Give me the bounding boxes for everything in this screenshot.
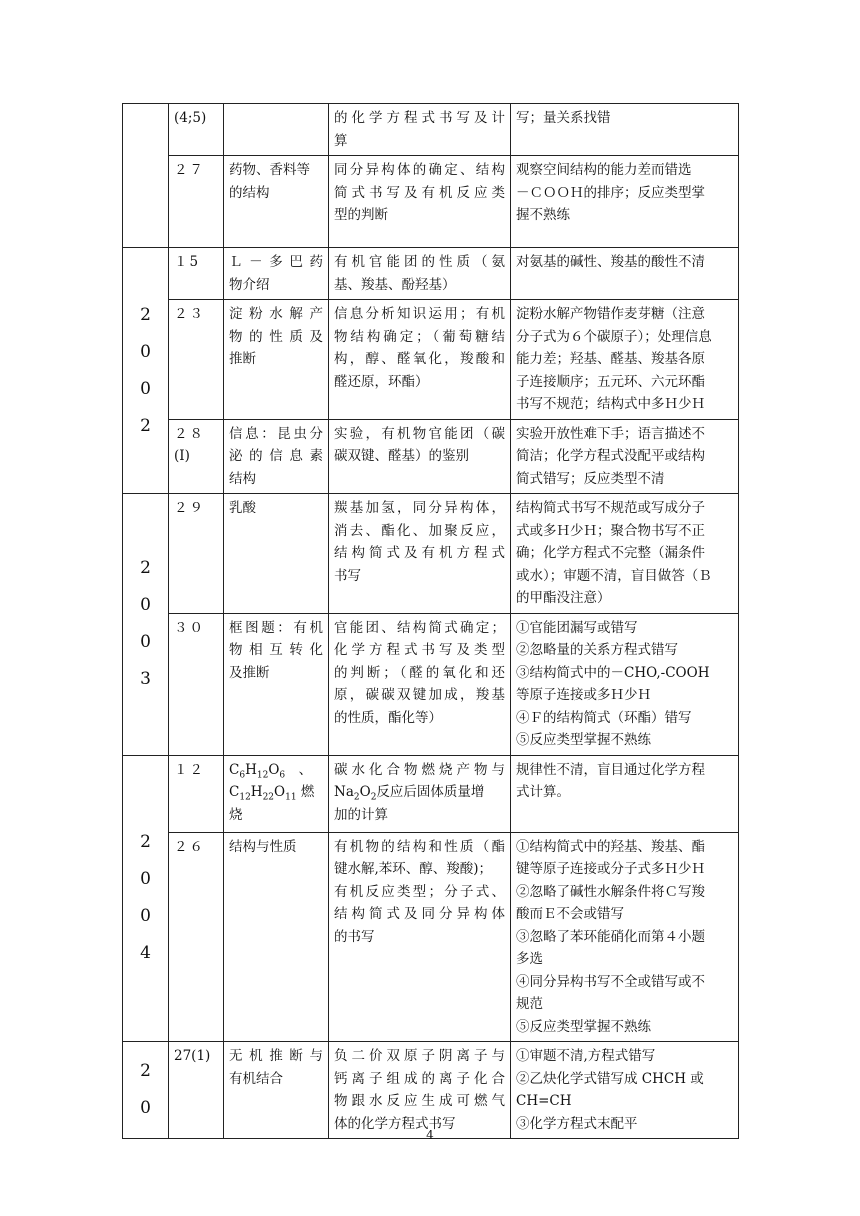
content-cell: 的化学方程式书写及计 算 xyxy=(329,104,511,156)
error-cell: ①结构简式中的羟基、羧基、酯 键等原子连接或分子式多Ｈ少Ｈ ②忽略了碱性水解条件将Ｃ写羧 酸而Ｅ不会或错写 ③忽略了苯环能硝化而第４小题 多选 ④同分异构书写不全或错写或不 规范 ⑤反应类型掌握不熟练 xyxy=(511,832,739,1042)
error-cell: 写；量关系找错 xyxy=(511,104,739,156)
question-number: ２６ xyxy=(169,832,224,1042)
content-cell: 有机物的结构和性质（酯 键水解,苯环、醇、羧酸)； 有机反应类型；分子式、 结构简式及同分异构体 的书写 xyxy=(329,832,511,1042)
year-cell-2004: 2 0 0 4 xyxy=(123,755,169,1042)
error-cell: 对氨基的碱性、羧基的酸性不清 xyxy=(511,248,739,300)
table-row xyxy=(123,419,739,494)
question-number: ２７ xyxy=(169,156,224,248)
content-cell: 有机官能团的性质（氨 基、羧基、酚羟基） xyxy=(329,248,511,300)
table-row xyxy=(123,494,739,614)
table-row xyxy=(123,300,739,420)
table-row xyxy=(123,104,739,156)
table-row xyxy=(123,613,739,755)
formula-line: $C_6H_{12}O_6$ 、 xyxy=(229,761,313,781)
topic-cell: 框图题：有机 物相互转化 及推断 xyxy=(224,613,329,755)
page-number: 4 xyxy=(426,1128,434,1142)
topic-cell: Ｌ－多巴药 物介绍 xyxy=(224,248,329,300)
year-cell-2002: 2 0 0 2 xyxy=(123,248,169,494)
year-cell-2005: 2 0 xyxy=(123,1042,169,1139)
question-number: １２ xyxy=(169,755,224,832)
content-cell: 羰基加氢，同分异构体， 消去、酯化、加聚反应， 结构简式及有机方程式 书写 xyxy=(329,494,511,614)
topic-cell: 淀粉水解产 物的性质及 推断 xyxy=(224,300,329,420)
table-row xyxy=(123,755,739,832)
question-number: 27(1) xyxy=(169,1042,224,1139)
topic-cell xyxy=(224,104,329,156)
content-cell: 官能团、结构简式确定； 化学方程式书写及类型 的判断；（醛的氧化和还 原，碳碳双键加成，羧基 的性质，酯化等） xyxy=(329,613,511,755)
topic-cell: 信息：昆虫分 泌的信息素 结构 xyxy=(224,419,329,494)
content-cell: 负二价双原子阴离子与 钙离子组成的离子化合 物跟水反应生成可燃气 体的化学方程式书写 xyxy=(329,1042,511,1139)
error-cell: 观察空间结构的能力差而错选 －ＣＯＯＨ的排序；反应类型掌 握不熟练 xyxy=(511,156,739,248)
error-cell: 淀粉水解产物错作麦芽糖（注意 分子式为６个碳原子）；处理信息 能力差；羟基、醛基、羧基各原 子连接顺序；五元环、六元环酯 书写不规范；结构式中多Ｈ少Ｈ xyxy=(511,300,739,420)
question-number: ２９ xyxy=(169,494,224,614)
error-analysis-table xyxy=(122,103,739,1139)
content-cell: 信息分析知识运用；有机 物结构确定；（葡萄糖结 构，醇、醛氧化，羧酸和 醛还原，环酯） xyxy=(329,300,511,420)
content-cell: 碳水化合物燃烧产物与 $Na_2O_2$反应后固体质量增 加的计算 xyxy=(329,755,511,832)
error-cell: ①官能团漏写或错写 ②忽略量的关系方程式错写 ③结构简式中的－CHO,-COOH 等原子连接或多Ｈ少Ｈ ④Ｆ的结构简式（环酯）错写 ⑤反应类型掌握不熟练 xyxy=(511,613,739,755)
topic-cell: 药物、香料等 的结构 xyxy=(224,156,329,248)
table-row xyxy=(123,832,739,1042)
topic-cell: $C_6H_{12}O_6$ 、 $C_{12}H_{22}O_{11}$ 燃 烧 xyxy=(224,755,329,832)
content-cell: 同分异构体的确定、结构 简式书写及有机反应类 型的判断 xyxy=(329,156,511,248)
year-cell-2003: 2 0 0 3 xyxy=(123,494,169,756)
formula-line: $C_{12}H_{22}O_{11}$ 燃 xyxy=(229,784,315,803)
error-cell: 实验开放性难下手；语言描述不 简洁；化学方程式没配平或结构 简式错写；反应类型不清 xyxy=(511,419,739,494)
content-cell: 实验，有机物官能团（碳 碳双键、醛基）的鉴别 xyxy=(329,419,511,494)
topic-cell: 结构与性质 xyxy=(224,832,329,1042)
error-cell: ①审题不清,方程式错写 ②乙炔化学式错写成 CHCH 或 CH=CH ③化学方程式末配平 xyxy=(511,1042,739,1139)
question-number: １5 xyxy=(169,248,224,300)
topic-cell: 乳酸 xyxy=(224,494,329,614)
question-number: ３０ xyxy=(169,613,224,755)
error-cell: 结构简式书写不规范或写成分子 式或多Ｈ少Ｈ；聚合物书写不正 确；化学方程式不完整（漏条件 或水）；审题不清，盲目做答（Ｂ 的甲酯没注意） xyxy=(511,494,739,614)
table-row xyxy=(123,1042,739,1139)
table-row xyxy=(123,248,739,300)
question-number: ２３ xyxy=(169,300,224,420)
table-row xyxy=(123,156,739,248)
topic-cell: 无机推断与 有机结合 xyxy=(224,1042,329,1139)
error-cell: 规律性不清，盲目通过化学方程 式计算。 xyxy=(511,755,739,832)
formula-line: $Na_2O_2$反应后固体质量增 xyxy=(334,784,485,803)
year-cell-empty xyxy=(123,104,169,248)
question-number: ２８ (I) xyxy=(169,419,224,494)
question-number: (4;5) xyxy=(169,104,224,156)
